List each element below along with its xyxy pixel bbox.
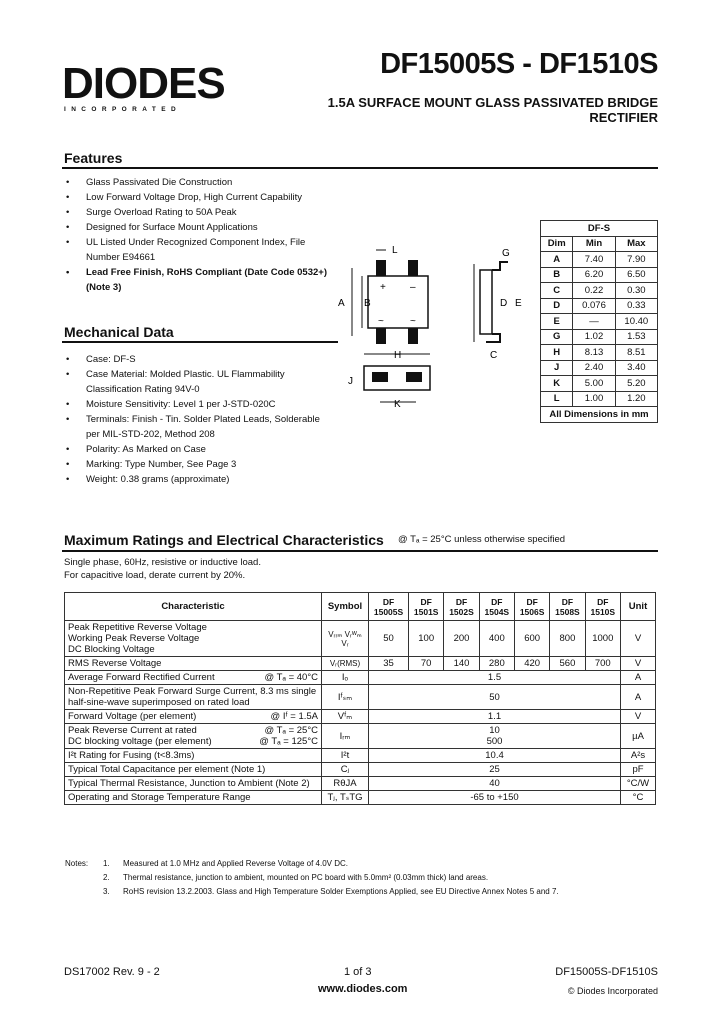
th-symbol: Symbol [322, 593, 369, 621]
mech-item: • Case: DF-S [64, 352, 344, 367]
body-top-view [368, 276, 428, 328]
dims-cell: D [541, 298, 573, 314]
dims-cell: 1.00 [573, 391, 615, 407]
footer-page: 1 of 3 [344, 966, 372, 978]
dims-cell: 2.40 [573, 360, 615, 376]
mech-item: • Marking: Type Number, See Page 3 [64, 457, 344, 472]
label-a: A [338, 298, 345, 309]
sym-ir: Iᵣₘ [322, 724, 369, 749]
sym-i2t: I²t [322, 749, 369, 763]
ratings-title: Maximum Ratings and Electrical Characteristics [64, 532, 384, 548]
val-ir-1: 10 [489, 725, 500, 736]
ratings-intro1: Single phase, 60Hz, resistive or inductive load. [64, 557, 261, 568]
val-voltage: 600 [514, 621, 549, 657]
unit-ifsm: A [621, 685, 656, 710]
row-rms [65, 657, 656, 671]
th-part: DF 1501S [409, 593, 444, 621]
dims-row [541, 391, 658, 407]
dims-cell: E [541, 314, 573, 330]
char-vf [65, 710, 322, 724]
notes [64, 857, 560, 899]
val-voltage: 800 [550, 621, 585, 657]
note-num: 1. [103, 859, 110, 868]
ratings-intro [64, 556, 261, 582]
features-list [64, 175, 354, 295]
dims-cell: 7.40 [573, 252, 615, 268]
notes-label: Notes: [65, 859, 89, 868]
dims-cell: 8.51 [615, 345, 657, 361]
char-voltage: Peak Repetitive Reverse Voltage Working Peak Reverse Voltage DC Blocking Voltage [65, 621, 322, 657]
val-vf: 1.1 [369, 710, 621, 724]
dims-cell: J [541, 360, 573, 376]
mark-ac-right: ~ [410, 316, 416, 327]
char-temp: Operating and Storage Temperature Range [65, 791, 322, 805]
dims-cell: 5.00 [573, 376, 615, 392]
val-voltage: 1000 [585, 621, 620, 657]
dims-row [541, 376, 658, 392]
lead-bottom-right [408, 328, 418, 344]
mark-plus: + [380, 282, 386, 293]
unit-vf: V [621, 710, 656, 724]
dims-cell: A [541, 252, 573, 268]
row-vf [65, 710, 656, 724]
body-side-view [480, 270, 492, 334]
val-i2t: 10.4 [369, 749, 621, 763]
dims-cell: 1.20 [615, 391, 657, 407]
label-g: G [502, 248, 510, 259]
unit-ir: µA [621, 724, 656, 749]
char-vf-text: Forward Voltage (per element) [68, 711, 197, 722]
dims-cell: K [541, 376, 573, 392]
val-rms: 70 [409, 657, 444, 671]
label-c: C [490, 350, 498, 361]
label-d: D [500, 298, 508, 309]
th-part: DF 1508S [550, 593, 585, 621]
char-io [65, 671, 322, 685]
unit-i2t: A²s [621, 749, 656, 763]
unit-rth: °C/W [621, 777, 656, 791]
feature-item: • Surge Overload Rating to 50A Peak [64, 205, 354, 220]
subtitle-line1: 1.5A SURFACE MOUNT GLASS PASSIVATED BRIDGE [327, 95, 658, 110]
char-ir-1: Peak Reverse Current at rated [68, 725, 197, 736]
dims-cell: 10.40 [615, 314, 657, 330]
label-j: J [348, 376, 353, 387]
dims-row [541, 298, 658, 314]
dims-row [541, 267, 658, 283]
dims-cell: 0.22 [573, 283, 615, 299]
val-voltage: 200 [444, 621, 479, 657]
row-i2t [65, 749, 656, 763]
dims-cell: 0.30 [615, 283, 657, 299]
dims-row [541, 314, 658, 330]
dims-cell: C [541, 283, 573, 299]
sym-io: Iₒ [322, 671, 369, 685]
val-voltage: 400 [479, 621, 514, 657]
dims-cell: H [541, 345, 573, 361]
sym-rms: Vᵣ(RMS) [322, 657, 369, 671]
side-lead-bottom [486, 334, 500, 342]
dims-cell: 6.50 [615, 267, 657, 283]
dims-cell: — [573, 314, 615, 330]
ratings-table [64, 592, 656, 805]
dims-cell: G [541, 329, 573, 345]
note-text: Thermal resistance, junction to ambient, mounted on PC board with 5.0mm² (0.03mm thick) land areas. [123, 873, 489, 882]
mech-item: • Polarity: As Marked on Case [64, 442, 344, 457]
package-outline-diagram [340, 236, 532, 416]
val-io: 1.5 [369, 671, 621, 685]
val-temp: -65 to +150 [369, 791, 621, 805]
val-rms: 560 [550, 657, 585, 671]
dims-cell: 1.02 [573, 329, 615, 345]
features-rule [62, 167, 658, 169]
char-ir [65, 724, 322, 749]
front-lead-right [406, 372, 422, 382]
dims-cell: B [541, 267, 573, 283]
feature-item: • Glass Passivated Die Construction [64, 175, 354, 190]
sym-rth: RθJA [322, 777, 369, 791]
label-b: B [364, 298, 371, 309]
th-part: DF 1506S [514, 593, 549, 621]
dims-header: Min [573, 236, 615, 252]
char-ir-2: DC blocking voltage (per element) [68, 736, 212, 747]
dims-cell: 7.90 [615, 252, 657, 268]
logo-word: DIODES [62, 59, 225, 108]
feature-item: • UL Listed Under Recognized Component Index, File Number E94661 [64, 235, 316, 265]
front-lead-left [372, 372, 388, 382]
char-cj: Typical Total Capacitance per element (Note 1) [65, 763, 322, 777]
th-unit: Unit [621, 593, 656, 621]
sym-temp: Tⱼ, TₛTG [322, 791, 369, 805]
dims-cell: 8.13 [573, 345, 615, 361]
sym-ifsm: Iᶠₛₘ [322, 685, 369, 710]
feature-item: • Lead Free Finish, RoHS Compliant (Date Code 0532+) (Note 3) [64, 265, 346, 295]
ratings-condition: @ Tₐ = 25°C unless otherwise specified [398, 534, 566, 545]
unit-rms: V [621, 657, 656, 671]
unit-voltage: V [621, 621, 656, 657]
feature-item: • Low Forward Voltage Drop, High Current Capability [64, 190, 354, 205]
val-rth: 40 [369, 777, 621, 791]
mech-item: • Terminals: Finish - Tin. Solder Plated Leads, Solderable per MIL-STD-202, Method 208 [64, 412, 336, 442]
note-num: 3. [103, 887, 110, 896]
val-voltage: 50 [369, 621, 409, 657]
val-rms: 280 [479, 657, 514, 671]
val-rms: 420 [514, 657, 549, 671]
lead-bottom-left [376, 328, 386, 344]
unit-temp: °C [621, 791, 656, 805]
th-characteristic: Characteristic [65, 593, 322, 621]
row-rth [65, 777, 656, 791]
dims-row [541, 360, 658, 376]
dims-cell: 3.40 [615, 360, 657, 376]
subtitle [238, 95, 658, 125]
mech-item: • Case Material: Molded Plastic. UL Flammability Classification Rating 94V-0 [64, 367, 326, 397]
feature-item: • Designed for Surface Mount Applications [64, 220, 354, 235]
sym-voltage: Vᵣᵣₘ Vᵣᵂₘ Vᵣ [322, 621, 369, 657]
mech-item: • Weight: 0.38 grams (approximate) [64, 472, 344, 487]
dims-header: Max [615, 236, 657, 252]
row-ifsm [65, 685, 656, 710]
char-ifsm: Non-Repetitive Peak Forward Surge Current, 8.3 ms single half-sine-wave superimposed on rated load [65, 685, 322, 710]
lead-top-right [408, 260, 418, 276]
footer-part: DF15005S-DF1510S [555, 966, 658, 978]
label-k: K [394, 399, 401, 410]
dims-row [541, 345, 658, 361]
label-h: H [394, 350, 402, 361]
side-lead-top [492, 262, 508, 270]
val-ifsm: 50 [369, 685, 621, 710]
note-text: RoHS revision 13.2.2003. Glass and High Temperature Solder Exemptions Applied, see EU Directive Annex Notes 5 and 7. [123, 887, 559, 896]
footer-copyright: © Diodes Incorporated [567, 986, 658, 996]
dims-cell: L [541, 391, 573, 407]
mark-minus: – [410, 282, 416, 293]
label-l: L [392, 245, 398, 256]
row-ir [65, 724, 656, 749]
note-text: Measured at 1.0 MHz and Applied Reverse Voltage of 4.0V DC. [123, 859, 349, 868]
char-i2t: I²t Rating for Fusing (t<8.3ms) [65, 749, 322, 763]
ratings-intro2: For capacitive load, derate current by 20%. [64, 570, 246, 581]
th-part: DF 1502S [444, 593, 479, 621]
dims-cell: 0.33 [615, 298, 657, 314]
cond-vf: @ Iᶠ = 1.5A [270, 711, 318, 722]
label-e: E [515, 298, 522, 309]
char-rth: Typical Thermal Resistance, Junction to Ambient (Note 2) [65, 777, 322, 791]
row-voltage [65, 621, 656, 657]
dims-cell: 6.20 [573, 267, 615, 283]
part-title: DF15005S - DF1510S [380, 48, 658, 80]
th-part: DF 1504S [479, 593, 514, 621]
th-part: DF 15005S [369, 593, 409, 621]
cond-ir-1: @ Tₐ = 25°C [264, 725, 318, 736]
row-temp [65, 791, 656, 805]
subtitle-line2: RECTIFIER [589, 110, 658, 125]
dims-header: Dim [541, 236, 573, 252]
mechanical-title: Mechanical Data [64, 324, 174, 340]
dims-row [541, 283, 658, 299]
dims-row [541, 329, 658, 345]
val-ir-2: 500 [486, 736, 503, 747]
char-rms: RMS Reverse Voltage [65, 657, 322, 671]
val-rms: 700 [585, 657, 620, 671]
dims-footer: All Dimensions in mm [541, 407, 658, 423]
th-part: DF 1510S [585, 593, 620, 621]
unit-io: A [621, 671, 656, 685]
unit-cj: pF [621, 763, 656, 777]
row-io [65, 671, 656, 685]
val-ir [369, 724, 621, 749]
mech-item: • Moisture Sensitivity: Level 1 per J-STD-020C [64, 397, 344, 412]
row-cj [65, 763, 656, 777]
footer-url[interactable]: www.diodes.com [318, 983, 408, 995]
note-num: 2. [103, 873, 110, 882]
cond-io: @ Tₐ = 40°C [264, 672, 318, 683]
mechanical-list [64, 352, 344, 487]
dimensions-table [540, 220, 658, 423]
lead-top-left [376, 260, 386, 276]
dims-cell: 1.53 [615, 329, 657, 345]
val-rms: 35 [369, 657, 409, 671]
sym-cj: Cⱼ [322, 763, 369, 777]
char-io-text: Average Forward Rectified Current [68, 672, 215, 683]
val-rms: 140 [444, 657, 479, 671]
val-cj: 25 [369, 763, 621, 777]
mechanical-rule [62, 341, 338, 343]
val-voltage: 100 [409, 621, 444, 657]
logo-sub: INCORPORATED [64, 106, 182, 113]
dims-cell: 0.076 [573, 298, 615, 314]
mark-ac-left: ~ [378, 316, 384, 327]
features-title: Features [64, 150, 123, 166]
footer-doc: DS17002 Rev. 9 - 2 [64, 966, 160, 978]
cond-ir-2: @ Tₐ = 125°C [259, 736, 318, 747]
dims-package: DF-S [541, 221, 658, 237]
sym-vf: Vᶠₘ [322, 710, 369, 724]
dims-cell: 5.20 [615, 376, 657, 392]
ratings-rule [62, 550, 658, 552]
diodes-logo [62, 59, 232, 113]
dims-row [541, 252, 658, 268]
